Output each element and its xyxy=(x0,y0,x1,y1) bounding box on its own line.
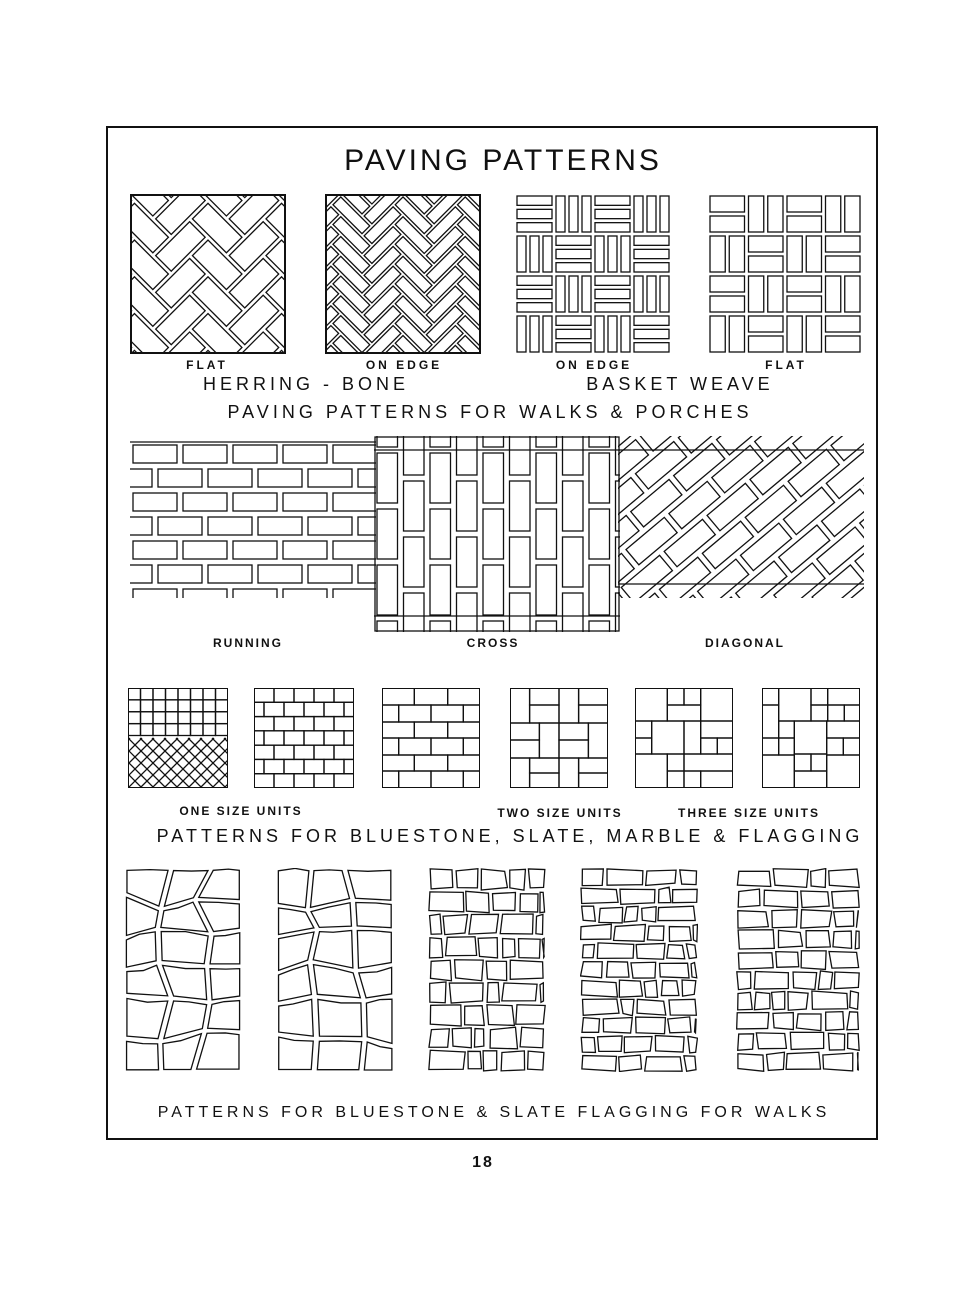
three-size-pattern-b xyxy=(762,688,860,788)
herringbone-on-edge-pattern xyxy=(325,194,481,354)
herringbone-flat-pattern xyxy=(130,194,286,354)
basket-weave-flat-pattern xyxy=(708,194,862,354)
flagstone-coursed-pattern-3 xyxy=(736,868,860,1072)
label-diagonal: DIAGONAL xyxy=(705,636,785,650)
page-number: 18 xyxy=(472,1154,494,1171)
label-on-edge-2: ON EDGE xyxy=(555,358,633,372)
label-flat-2: FLAT xyxy=(765,358,807,372)
herringbone-heading: HERRING - BONE xyxy=(202,374,410,394)
flagstone-coursed-pattern-2 xyxy=(580,868,698,1072)
cross-bond-pattern xyxy=(374,436,620,632)
label-running: RUNNING xyxy=(213,636,283,650)
one-size-brick-grid-pattern xyxy=(254,688,354,788)
two-size-pattern-b xyxy=(510,688,608,788)
flagging-caption: PATTERNS FOR BLUESTONE & SLATE FLAGGING FOR WALKS xyxy=(157,1104,831,1121)
label-three-size-units: THREE SIZE UNITS xyxy=(677,806,821,820)
flagstone-random-pattern-1 xyxy=(124,868,242,1072)
label-on-edge-1: ON EDGE xyxy=(365,358,443,372)
page-title: PAVING PATTERNS xyxy=(344,144,662,177)
basket-weave-on-edge-pattern xyxy=(515,194,671,354)
label-cross: CROSS xyxy=(466,636,520,650)
basket-weave-heading: BASKET WEAVE xyxy=(586,374,774,394)
label-one-size-units: ONE SIZE UNITS xyxy=(179,804,303,818)
bluestone-heading: PATTERNS FOR BLUESTONE, SLATE, MARBLE & FLAGGING xyxy=(156,826,864,846)
label-flat: FLAT xyxy=(186,358,228,372)
flagstone-coursed-pattern-1 xyxy=(428,868,546,1072)
one-size-square-grid-pattern xyxy=(128,688,228,788)
label-two-size-units: TWO SIZE UNITS xyxy=(497,806,623,820)
running-bond-pattern xyxy=(130,436,376,598)
three-size-pattern-a xyxy=(635,688,733,788)
diagonal-bond-pattern xyxy=(618,436,864,598)
walks-porches-heading: PAVING PATTERNS FOR WALKS & PORCHES xyxy=(227,402,753,422)
flagstone-random-pattern-2 xyxy=(276,868,394,1072)
two-size-pattern-a xyxy=(382,688,480,788)
